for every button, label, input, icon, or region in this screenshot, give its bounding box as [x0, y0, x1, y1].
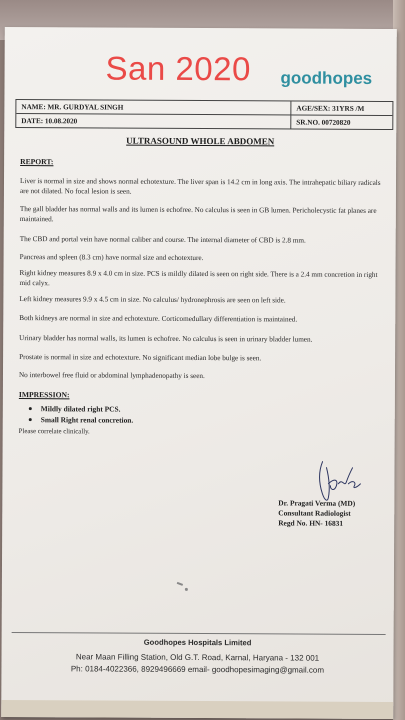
patient-info-table: [15, 99, 393, 130]
finding-right-kidney: Right kidney measures 8.9 x 4.0 cm in size. PCS is mildly dilated is seen on right side. There is a 2.4 mm concretion in right mid calyx.: [19, 269, 378, 288]
hospital-footer: [1, 637, 393, 677]
ink-speck: [185, 588, 188, 591]
footer-hospital-name: Goodhopes Hospitals Limited: [143, 637, 252, 648]
impression-text: Mildly dilated right PCS.: [40, 404, 121, 414]
finding-liver: Liver is normal in size and shows normal echotexture. The liver span is 14.2 cm in long axis. The intrahepatic biliary radicals are not dilated. No focal lesion is seen.: [19, 177, 381, 196]
doctor-details: [278, 498, 355, 528]
paper-bottom-edge: [1, 700, 393, 719]
finding-free-fluid: No interbowel free fluid or abdominal lymphadenopathy is seen.: [18, 371, 205, 381]
patient-age-sex: AGE/SEX: 31YRS /M: [296, 104, 365, 113]
impression-text: Small Right renal concretion.: [40, 415, 134, 425]
finding-left-kidney: Left kidney measures 9.9 x 4.5 cm in size. No calculus/ hydronephrosis are seen on left side.: [19, 295, 286, 305]
finding-prostate: Prostate is normal in size and echotexture. No significant median lobe bulge is seen.: [19, 353, 262, 363]
footer-contact: Ph: 0184-4022366, 8929496669 email- goodhopesimaging@gmail.com: [70, 664, 325, 675]
bullet-dot: [29, 418, 32, 421]
finding-urinary-bladder: Urinary bladder has normal walls, its lumen is echofree. No calculus is seen in urinary bladder lumen.: [19, 334, 313, 344]
finding-gall-bladder: The gall bladder has normal walls and its lumen is echofree. No calculus is seen in GB lumen. Pericholecystic fat planes are maintained.: [19, 205, 377, 224]
footer-address: Near Maan Filling Station, Old G.T. Road, Karnal, Haryana - 132 001: [75, 652, 320, 663]
impression-heading: IMPRESSION:: [18, 390, 70, 400]
hospital-logo: goodhopes: [280, 68, 373, 88]
patient-name: NAME: MR. GURDYAL SINGH: [16, 100, 291, 114]
handwritten-date-note: San 2020: [105, 49, 252, 88]
impression-list: [29, 403, 134, 426]
finding-both-kidneys: Both kidneys are normal in size and echotexture. Corticomedullary differentiation is maintained.: [19, 314, 298, 324]
ink-speck: [177, 582, 183, 586]
report-heading: REPORT:: [20, 157, 54, 167]
footer-divider: [12, 632, 386, 635]
doctor-name: Dr. Pragati Verma (MD): [278, 498, 356, 508]
patient-info-row: [16, 100, 392, 115]
serial-number: SR.NO. 00720820: [296, 118, 351, 127]
report-date: DATE: 10.08.2020: [16, 114, 291, 128]
impression-item: [29, 414, 134, 426]
finding-cbd: The CBD and portal vein have normal caliber and course. The internal diameter of CBD is 2.8 mm.: [19, 235, 306, 245]
impression-item: [29, 403, 134, 415]
finding-pancreas-spleen: Pancreas and spleen (8.3 cm) have normal size and echotexture.: [19, 253, 204, 263]
correlate-note: Please correlate clinically.: [18, 428, 90, 436]
report-paper: [1, 27, 397, 719]
doctor-title: Consultant Radiologist: [278, 508, 351, 518]
doctor-registration: Regd No. HN- 16831: [278, 518, 344, 528]
bullet-dot: [29, 407, 32, 410]
patient-info-row: [16, 113, 392, 129]
report-title: ULTRASOUND WHOLE ABDOMEN: [126, 135, 275, 147]
